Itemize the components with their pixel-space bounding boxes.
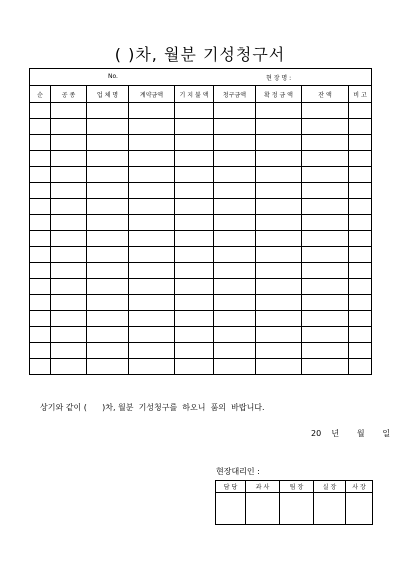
table-cell[interactable] [30,327,51,343]
table-cell[interactable] [129,343,175,359]
table-row [30,359,372,375]
table-cell[interactable] [256,311,302,327]
table-cell[interactable] [256,103,302,119]
sign-cell[interactable] [314,493,346,525]
table-row [30,183,372,199]
approval-section-head: 과 사 [246,481,280,493]
request-statement: 상기와 같이 ( )차, 월분 기성청구를 하오니 품의 바랍니다. [40,403,265,412]
table-cell[interactable] [214,263,256,279]
table-cell[interactable] [87,183,129,199]
table-cell[interactable] [30,231,51,247]
table-cell[interactable] [256,183,302,199]
table-row [30,231,372,247]
table-cell[interactable] [302,279,349,295]
table-cell[interactable] [256,263,302,279]
table-cell[interactable] [30,215,51,231]
table-cell[interactable] [175,263,214,279]
table-cell[interactable] [302,343,349,359]
table-cell[interactable] [214,215,256,231]
claim-table [29,68,372,375]
document-title: ( )차, 월분 기성청구서 [114,45,286,64]
table-cell[interactable] [51,183,87,199]
table-cell[interactable] [302,247,349,263]
sign-cell[interactable] [346,493,373,525]
table-cell[interactable] [51,343,87,359]
table-cell[interactable] [51,167,87,183]
table-cell[interactable] [256,199,302,215]
table-cell[interactable] [175,343,214,359]
table-cell[interactable] [302,151,349,167]
table-cell[interactable] [129,135,175,151]
table-cell[interactable] [214,279,256,295]
table-cell[interactable] [349,151,372,167]
table-cell[interactable] [256,343,302,359]
table-cell[interactable] [129,279,175,295]
table-cell[interactable] [129,183,175,199]
header-row [30,86,372,103]
info-row [30,69,372,86]
table-cell[interactable] [30,279,51,295]
table-cell[interactable] [87,359,129,375]
table-row [30,103,372,119]
table-cell[interactable] [51,119,87,135]
table-cell[interactable] [256,215,302,231]
approval-header-row [216,481,373,493]
table-cell[interactable] [349,231,372,247]
table-cell[interactable] [87,327,129,343]
table-cell[interactable] [129,167,175,183]
table-cell[interactable] [175,151,214,167]
table-cell[interactable] [214,103,256,119]
table-cell[interactable] [129,247,175,263]
table-cell[interactable] [302,295,349,311]
table-cell[interactable] [214,343,256,359]
table-cell[interactable] [302,199,349,215]
table-row [30,167,372,183]
table-row [30,247,372,263]
table-cell[interactable] [30,359,51,375]
approval-director: 실 장 [314,481,346,493]
table-cell[interactable] [30,295,51,311]
table-cell[interactable] [175,279,214,295]
table-cell[interactable] [349,215,372,231]
table-cell[interactable] [302,311,349,327]
table-cell[interactable] [175,119,214,135]
table-cell[interactable] [214,311,256,327]
table-cell[interactable] [175,103,214,119]
table-cell[interactable] [30,103,51,119]
table-cell[interactable] [302,183,349,199]
approval-team-leader: 팀 장 [280,481,314,493]
table-cell[interactable] [214,327,256,343]
table-cell[interactable] [349,167,372,183]
table-cell[interactable] [129,327,175,343]
table-cell[interactable] [256,135,302,151]
table-cell[interactable] [87,135,129,151]
approval-box [215,480,373,525]
table-cell[interactable] [175,311,214,327]
table-cell[interactable] [30,343,51,359]
col-seq: 순 [30,86,51,103]
table-cell[interactable] [51,311,87,327]
col-contract-amount: 계약금액 [129,86,175,103]
table-cell[interactable] [256,167,302,183]
table-cell[interactable] [30,135,51,151]
table-cell[interactable] [87,151,129,167]
table-cell[interactable] [256,247,302,263]
table-cell[interactable] [87,103,129,119]
table-cell[interactable] [30,199,51,215]
table-row [30,119,372,135]
table-cell[interactable] [214,151,256,167]
approval-staff: 담 당 [216,481,246,493]
table-row [30,199,372,215]
table-cell[interactable] [30,119,51,135]
table-cell[interactable] [302,135,349,151]
table-cell[interactable] [51,279,87,295]
table-row [30,343,372,359]
table-cell[interactable] [349,343,372,359]
table-cell[interactable] [87,199,129,215]
table-cell[interactable] [87,295,129,311]
table-cell[interactable] [51,359,87,375]
table-cell[interactable] [30,183,51,199]
table-cell[interactable] [302,167,349,183]
table-cell[interactable] [302,103,349,119]
site-name-label: 현 장 명 : [266,75,292,82]
table-cell[interactable] [87,167,129,183]
table-cell[interactable] [256,327,302,343]
table-cell[interactable] [87,119,129,135]
table-cell[interactable] [349,247,372,263]
table-cell[interactable] [349,311,372,327]
table-cell[interactable] [87,215,129,231]
sign-cell[interactable] [246,493,280,525]
table-cell[interactable] [302,231,349,247]
table-cell[interactable] [256,279,302,295]
table-cell[interactable] [87,279,129,295]
table-cell[interactable] [129,359,175,375]
table-cell[interactable] [51,247,87,263]
table-cell[interactable] [214,359,256,375]
table-cell[interactable] [175,167,214,183]
table-cell[interactable] [256,359,302,375]
table-cell[interactable] [256,119,302,135]
table-cell[interactable] [175,183,214,199]
table-cell[interactable] [87,231,129,247]
table-cell[interactable] [87,343,129,359]
col-balance: 잔 액 [302,86,349,103]
table-cell[interactable] [129,119,175,135]
table-cell[interactable] [30,263,51,279]
approval-sign-row [216,493,373,525]
col-remarks: 비 고 [349,86,372,103]
table-body [30,103,372,375]
table-cell[interactable] [214,167,256,183]
col-confirmed-amount: 확 정 금 액 [256,86,302,103]
table-cell[interactable] [51,135,87,151]
col-paid-amount: 기 지 불 액 [175,86,214,103]
table-cell[interactable] [30,151,51,167]
sign-cell[interactable] [280,493,314,525]
table-cell[interactable] [51,103,87,119]
table-row [30,311,372,327]
table-cell[interactable] [302,359,349,375]
table-cell[interactable] [302,263,349,279]
table-row [30,279,372,295]
table-row [30,263,372,279]
col-claim-amount: 청구금액 [214,86,256,103]
table-cell[interactable] [302,327,349,343]
table-cell[interactable] [129,103,175,119]
table-cell[interactable] [349,279,372,295]
date-line: 20 년 월 일 [311,429,391,438]
table-cell[interactable] [129,263,175,279]
table-cell[interactable] [214,231,256,247]
table-row [30,327,372,343]
table-cell[interactable] [51,151,87,167]
table-cell[interactable] [256,231,302,247]
table-cell[interactable] [349,199,372,215]
table-cell[interactable] [214,247,256,263]
table-cell[interactable] [214,135,256,151]
table-row [30,215,372,231]
sign-cell[interactable] [216,493,246,525]
table-cell[interactable] [256,151,302,167]
table-cell[interactable] [30,311,51,327]
table-cell[interactable] [175,359,214,375]
table-cell[interactable] [87,311,129,327]
table-cell[interactable] [175,231,214,247]
table-cell[interactable] [87,247,129,263]
table-cell[interactable] [129,295,175,311]
table-cell[interactable] [51,199,87,215]
table-cell[interactable] [349,135,372,151]
table-cell[interactable] [349,327,372,343]
col-company: 업 체 명 [87,86,129,103]
table-cell[interactable] [30,247,51,263]
table-cell[interactable] [175,295,214,311]
table-cell[interactable] [87,263,129,279]
table-cell[interactable] [175,199,214,215]
table-cell[interactable] [51,295,87,311]
table-cell[interactable] [214,119,256,135]
table-cell[interactable] [129,231,175,247]
approval-president: 사 장 [346,481,373,493]
table-cell[interactable] [51,263,87,279]
col-work-type: 공 종 [51,86,87,103]
table-row [30,135,372,151]
table-cell[interactable] [129,311,175,327]
table-cell[interactable] [51,231,87,247]
table-cell[interactable] [214,199,256,215]
table-cell[interactable] [256,295,302,311]
table-cell[interactable] [349,359,372,375]
table-cell[interactable] [175,247,214,263]
table-cell[interactable] [349,263,372,279]
table-row [30,295,372,311]
table-cell[interactable] [30,167,51,183]
table-cell[interactable] [214,295,256,311]
table-cell[interactable] [302,215,349,231]
table-cell[interactable] [349,103,372,119]
table-cell[interactable] [51,327,87,343]
table-cell[interactable] [349,119,372,135]
site-agent-label: 현장대리인 : [216,467,260,476]
table-cell[interactable] [349,295,372,311]
table-cell[interactable] [175,327,214,343]
table-cell[interactable] [349,183,372,199]
table-cell[interactable] [129,151,175,167]
table-cell[interactable] [302,119,349,135]
table-row [30,151,372,167]
table-cell[interactable] [129,199,175,215]
table-cell[interactable] [129,215,175,231]
table-cell[interactable] [175,215,214,231]
table-cell[interactable] [175,135,214,151]
table-cell[interactable] [214,183,256,199]
table-cell[interactable] [51,215,87,231]
no-label: No. [108,73,118,80]
info-cell [30,69,372,86]
